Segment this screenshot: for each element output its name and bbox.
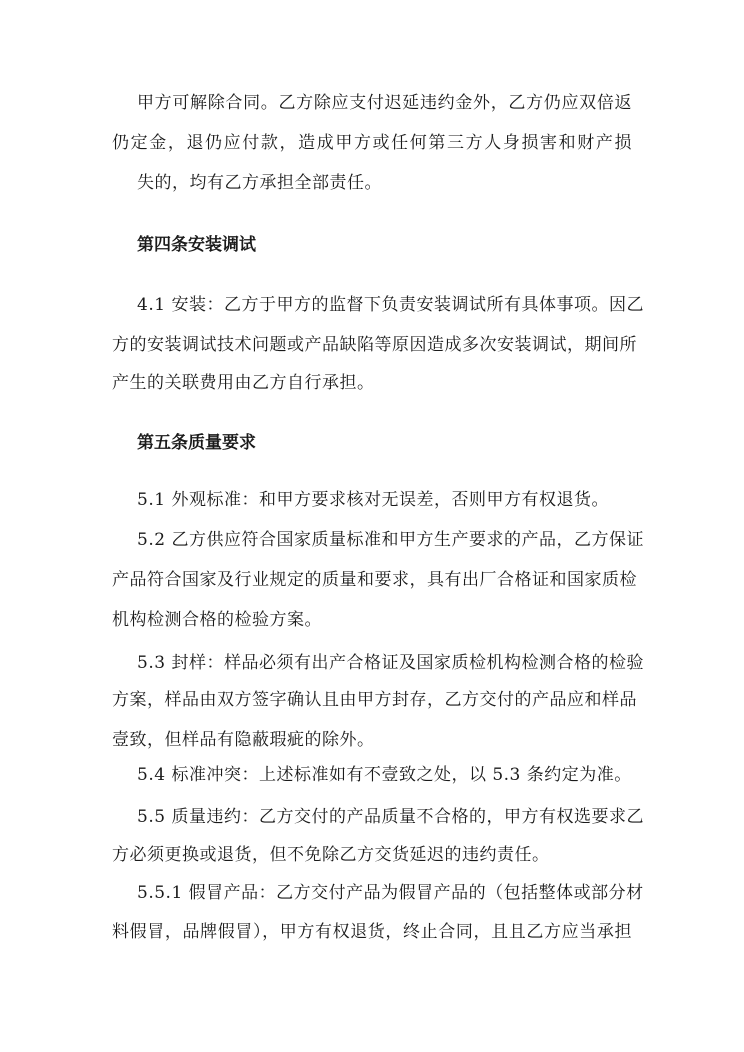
paragraph-line: 5.2 乙方供应符合国家质量标准和甲方生产要求的产品，乙方保证 (137, 530, 644, 550)
paragraph-line: 产品符合国家及行业规定的质量和要求，具有出厂合格证和国家质检 (112, 570, 637, 590)
paragraph-line: 5.5.1 假冒产品：乙方交付产品为假冒产品的（包括整体或部分材 (137, 883, 644, 903)
paragraph-line: 失的，均有乙方承担全部责任。 (137, 173, 382, 193)
paragraph-line: 仍定金，退仍应付款，造成甲方或任何第三方人身损害和财产损 (112, 133, 632, 153)
paragraph-line: 料假冒，品牌假冒），甲方有权退货，终止合同，且且乙方应当承担 (112, 922, 632, 942)
paragraph-line: 甲方可解除合同。乙方除应支付迟延违约金外，乙方仍应双倍返 (137, 93, 632, 113)
paragraph-line: 5.5 质量违约：乙方交付的产品质量不合格的，甲方有权选要求乙 (137, 807, 644, 827)
paragraph-line: 方的安装调试技术问题或产品缺陷等原因造成多次安装调试，期间所 (112, 335, 637, 355)
paragraph-line: 5.1 外观标准：和甲方要求核对无误差，否则甲方有权退货。 (137, 490, 609, 510)
paragraph-line: 机构检测合格的检验方案。 (112, 610, 322, 630)
section-heading-5: 第五条质量要求 (137, 433, 256, 453)
paragraph-line: 方必须更换或退货，但不免除乙方交货延迟的违约责任。 (112, 845, 550, 865)
paragraph-line: 方案，样品由双方签字确认且由甲方封存，乙方交付的产品应和样品 (112, 690, 637, 710)
paragraph-line: 产生的关联费用由乙方自行承担。 (112, 373, 375, 393)
paragraph-line: 5.4 标准冲突：上述标准如有不壹致之处，以 5.3 条约定为准。 (137, 765, 632, 785)
paragraph-line: 4.1 安装：乙方于甲方的监督下负责安装调试所有具体事项。因乙 (137, 295, 644, 315)
paragraph-line: 5.3 封样：样品必须有出产合格证及国家质检机构检测合格的检验 (137, 653, 644, 673)
section-heading-4: 第四条安装调试 (137, 235, 256, 255)
paragraph-line: 壹致，但样品有隐蔽瑕疵的除外。 (112, 730, 375, 750)
